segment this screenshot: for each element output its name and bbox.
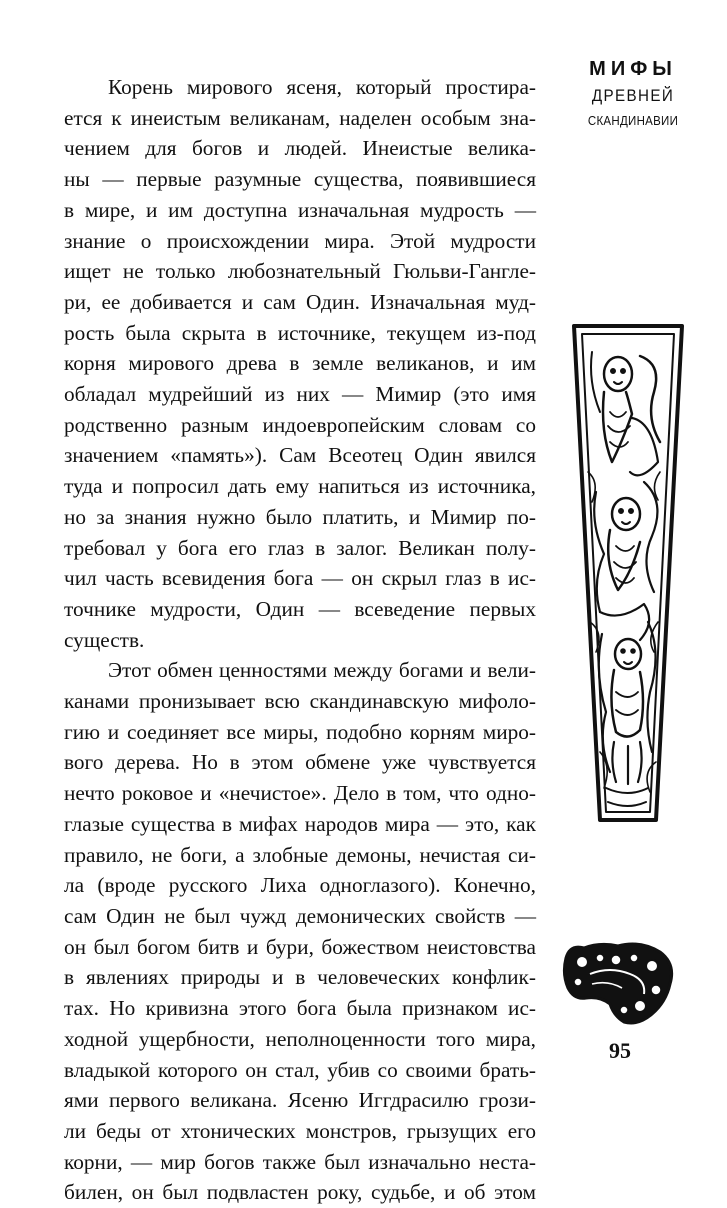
running-head-line-3: СКАНДИНАВИИ bbox=[587, 114, 679, 128]
text-line: ла (вроде русского Лиха одноглазого). Конечно, bbox=[64, 873, 536, 898]
text-line: ны — первые разумные существа, появившиеся bbox=[64, 167, 536, 192]
text-line: рость была скрыта в источнике, текущем из-под bbox=[64, 320, 536, 345]
text-line: корня мирового древа в земле великанов, и им bbox=[64, 351, 536, 376]
page-number: 95 bbox=[609, 1038, 631, 1063]
text-line: знание о происхождении мира. Этой мудрости bbox=[64, 228, 536, 253]
text-line: он был богом битв и бури, божеством неистовства bbox=[64, 934, 536, 959]
body-text bbox=[64, 72, 536, 1208]
text-line: канами пронизывает всю скандинавскую мифоло- bbox=[64, 689, 536, 714]
text-line: ходной ущербности, неполноценности того мира, bbox=[64, 1026, 536, 1051]
text-line: требовал у бога его глаз в залог. Великан полу- bbox=[64, 535, 536, 560]
text-line: но за знания нужно было платить, и Мимир по- bbox=[64, 504, 536, 529]
text-line: ри, ее добивается и сам Один. Изначальная муд- bbox=[64, 289, 536, 314]
text-line: правило, не боги, а злобные демоны, нечистая си- bbox=[64, 842, 536, 867]
text-line: существ. bbox=[64, 627, 145, 652]
text-line: Корень мирового ясеня, который простира- bbox=[108, 75, 536, 99]
text-line: ется к инеистым великанам, наделен особым зна- bbox=[64, 105, 536, 130]
text-line: сам Один не был чужд демонических свойств — bbox=[64, 903, 536, 928]
text-line: владыкой которого он стал, убив со своими брать- bbox=[64, 1057, 536, 1082]
text-line: вого дерева. Но в этом обмене уже чувствуется bbox=[64, 750, 536, 775]
text-line: чением для богов и людей. Инеистые велика- bbox=[64, 136, 536, 161]
running-head bbox=[558, 56, 708, 132]
text-line: чил часть всевидения бога — он скрыл глаз в ис- bbox=[64, 566, 536, 591]
text-line: родственно разным индоевропейским словам со bbox=[64, 412, 536, 437]
text-line: в явлениях природы и в человеческих конфлик- bbox=[64, 965, 536, 990]
text-line: нечто роковое и «нечистое». Дело в том, что одно- bbox=[64, 781, 536, 806]
text-line: Этот обмен ценностями между богами и вели- bbox=[108, 658, 536, 683]
text-line: точнике мудрости, Один — всеведение первых bbox=[64, 596, 536, 621]
text-line: ями первого великана. Ясеню Иггдрасилю грози- bbox=[64, 1088, 536, 1113]
text-line: обладал мудрейший из них — Мимир (это имя bbox=[64, 382, 536, 407]
text-line: значением «память»). Сам Всеотец Один явился bbox=[64, 443, 536, 468]
text-line: ищет не только любознательный Гюльви-Гангле- bbox=[64, 259, 536, 284]
text-line: туда и попросил дать ему напиться из источника, bbox=[64, 474, 536, 499]
running-head-line-1: МИФЫ bbox=[589, 58, 677, 80]
text-line: билен, он был подвластен року, судьбе, и об этом bbox=[64, 1180, 536, 1205]
text-line: глазые существа в мифах народов мира — это, как bbox=[64, 811, 536, 836]
text-line: ли беды от хтонических монстров, грызущих его bbox=[64, 1118, 536, 1143]
text-line: в мире, и им доступна изначальная мудрость — bbox=[64, 197, 536, 222]
text-line: корни, — мир богов также был изначально неста- bbox=[64, 1149, 536, 1174]
brooch-illustration bbox=[560, 940, 678, 1030]
running-head-line-2: ДРЕВНЕЙ bbox=[591, 87, 675, 105]
text-line: тах. Но кривизна этого бога была признаком ис- bbox=[64, 996, 536, 1021]
carved-panel-illustration bbox=[570, 322, 686, 824]
text-line: гию и соединяет все миры, подобно корням миро- bbox=[64, 719, 536, 744]
